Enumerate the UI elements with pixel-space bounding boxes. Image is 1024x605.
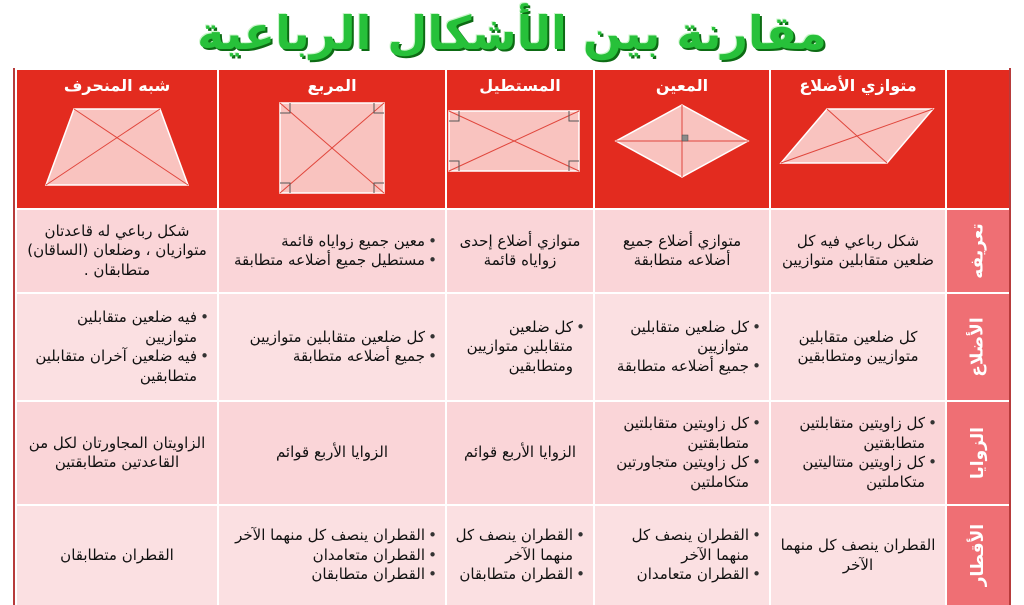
cell-angles-trapezoid: الزاويتان المجاورتان لكل من القاعدتين متطابقتين xyxy=(16,401,218,505)
rhombus-shape-icon xyxy=(612,101,752,181)
list-item: • معين جميع زواياه قائمة xyxy=(227,232,437,252)
cell-sides-parallelogram: كل ضلعين متقابلين متوازيين ومتطابقين xyxy=(770,293,946,401)
cell-definition-rectangle: متوازي أضلاع إحدى زواياه قائمة xyxy=(446,209,594,293)
list-item: • كل ضلعين متقابلين متوازيين xyxy=(227,328,437,348)
column-header-trapezoid xyxy=(16,69,218,209)
list-item: • القطران ينصف كل منهما الآخر xyxy=(603,526,761,565)
list-item: • القطران ينصف كل منهما الآخر xyxy=(227,526,437,546)
row-sides xyxy=(16,293,1010,401)
comparison-table-frame xyxy=(13,68,1011,605)
list-item: • القطران متعامدان xyxy=(227,546,437,566)
cell-definition-square xyxy=(218,209,446,293)
list-item: • جميع أضلاعه متطابقة xyxy=(603,357,761,377)
column-label: المربع xyxy=(307,76,357,95)
row-header: تعريفه xyxy=(946,209,1010,293)
cell-diagonals-trapezoid: القطران متطابقان xyxy=(16,505,218,605)
row-diagonals xyxy=(16,505,1010,605)
row-header: الأقطار xyxy=(946,505,1010,605)
column-header-rectangle xyxy=(446,69,594,209)
cell-definition-parallelogram: شكل رباعي فيه كل ضلعين متقابلين متوازيين xyxy=(770,209,946,293)
column-label: متوازي الأضلاع xyxy=(799,76,917,95)
list-item: • فيه ضلعين آخران متقابلين متطابقين xyxy=(25,347,209,386)
column-header-rhombus xyxy=(594,69,770,209)
cell-sides-square xyxy=(218,293,446,401)
cell-angles-rectangle: الزوايا الأربع قوائم xyxy=(446,401,594,505)
cell-sides-rhombus xyxy=(594,293,770,401)
parallelogram-shape-icon xyxy=(777,101,937,171)
row-header: الأضلاع xyxy=(946,293,1010,401)
cell-definition-trapezoid: شكل رباعي له قاعدتان متوازيان ، وضلعان (الساقان) متطابقان . xyxy=(16,209,218,293)
cell-angles-square: الزوايا الأربع قوائم xyxy=(218,401,446,505)
rectangle-shape-icon xyxy=(446,101,585,177)
list-item: • جميع أضلاعه متطابقة xyxy=(227,347,437,367)
cell-sides-trapezoid xyxy=(16,293,218,401)
column-header-square xyxy=(218,69,446,209)
list-item: • فيه ضلعين متقابلين متوازيين xyxy=(25,308,209,347)
page-title: مقارنة بين الأشكال الرباعية xyxy=(197,6,827,60)
row-angles xyxy=(16,401,1010,505)
list-item: • مستطيل جميع أضلاعه متطابقة xyxy=(227,251,437,271)
list-item: • القطران ينصف كل منهما الآخر xyxy=(455,526,585,565)
cell-diagonals-square xyxy=(218,505,446,605)
list-item: • القطران متعامدان xyxy=(603,565,761,585)
cell-angles-rhombus xyxy=(594,401,770,505)
cell-diagonals-rhombus xyxy=(594,505,770,605)
cell-definition-rhombus: متوازي أضلاع جميع أضلاعه متطابقة xyxy=(594,209,770,293)
row-definition xyxy=(16,209,1010,293)
column-label: شبه المنحرف xyxy=(63,76,171,95)
comparison-table xyxy=(15,68,1011,605)
column-header-parallelogram xyxy=(770,69,946,209)
cell-sides-rectangle xyxy=(446,293,594,401)
cell-diagonals-rectangle xyxy=(446,505,594,605)
list-item: • كل ضلعين متقابلين متوازيين ومتطابقين xyxy=(455,318,585,377)
header-corner xyxy=(946,69,1010,209)
list-item: • كل زاويتين متتاليتين متكاملتين xyxy=(779,453,937,492)
list-item: • كل زاويتين متجاورتين متكاملتين xyxy=(603,453,761,492)
header-row xyxy=(16,69,1010,209)
cell-diagonals-parallelogram: القطران ينصف كل منهما الآخر xyxy=(770,505,946,605)
trapezoid-shape-icon xyxy=(42,101,192,191)
square-shape-icon xyxy=(272,101,392,197)
row-header: الزوايا xyxy=(946,401,1010,505)
column-label: المستطيل xyxy=(479,76,561,95)
list-item: • كل زاويتين متقابلتين متطابقتين xyxy=(603,414,761,453)
list-item: • القطران متطابقان xyxy=(455,565,585,585)
list-item: • القطران متطابقان xyxy=(227,565,437,585)
cell-angles-parallelogram xyxy=(770,401,946,505)
list-item: • كل ضلعين متقابلين متوازيين xyxy=(603,318,761,357)
column-label: المعين xyxy=(655,76,709,95)
list-item: • كل زاويتين متقابلتين متطابقتين xyxy=(779,414,937,453)
